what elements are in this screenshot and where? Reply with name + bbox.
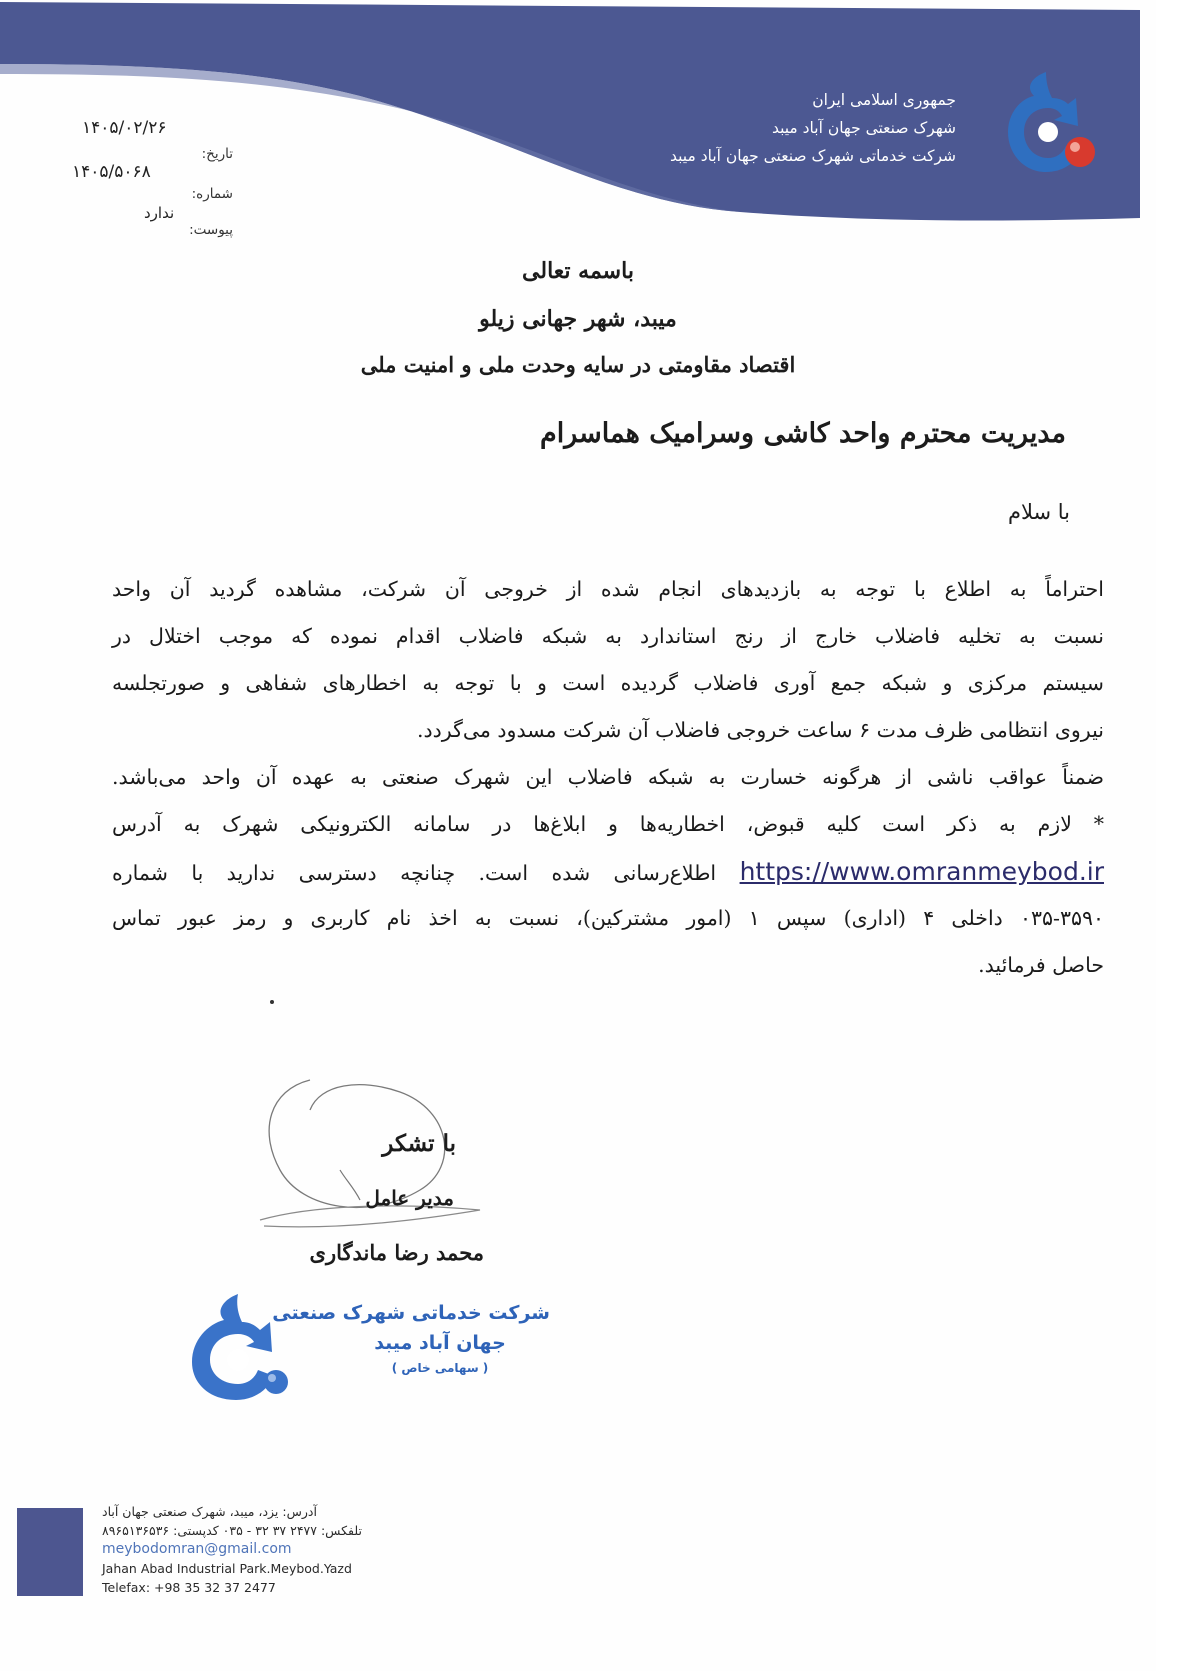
header-line-2: شهرک صنعتی جهان آباد میبد [771,119,956,137]
attachment-value: ندارد [144,204,175,222]
closing-text: با تشکر [382,1130,456,1157]
footer-address-en: Jahan Abad Industrial Park.Meybod.Yazd [102,1561,352,1576]
heading-line-1: باسمه تعالی [522,258,634,284]
footer-phones: تلفکس: ۲۴۷۷ ۳۷ ۳۲ - ۰۳۵ کدپستی: ۸۹۶۵۱۳۶۵۳۶ [102,1523,362,1538]
letter-meta [62,118,247,248]
date-label: تاریخ: [201,146,233,162]
stamp-line-3: ( سهامی خاص ) [391,1361,489,1375]
body-line-9: حاصل فرمائید. [978,953,1104,977]
header-line-1: جمهوری اسلامی ایران [812,91,956,109]
body-line-3: سیستم مرکزی و شبکه جمع آوری فاضلاب گردیده است و با توجه به اخطارهای شفاهی و صورتجلسه [112,671,1104,695]
body-line-5: ضمناً عواقب ناشی از هرگونه خسارت به شبکه فاضلاب این شهرک صنعتی به عهده آن واحد می‌باشد. [112,765,1104,789]
number-value: ۱۴۰۵/۵۰۶۸ [72,162,151,182]
letter-body [112,566,1104,989]
body-line-7-text: اطلاع‌رسانی شده است. چنانچه دسترسی ندارید با شماره [112,861,717,885]
stamp-line-2: جهان آباد میبد [374,1332,506,1354]
body-line-1: احتراماً به اطلاع با توجه به بازدیدهای انجام شده از خروجی آن شرکت، مشاهده گردید آن واحد [112,577,1104,601]
company-logo-icon [1000,68,1098,180]
footer-info [102,1502,362,1597]
body-line-2: نسبت به تخلیه فاضلاب خارج از رنج استاندارد به شبکه فاضلاب اقدام نموده که موجب اختلال در [112,624,1104,648]
body-line-7 [112,848,1104,895]
attachment-label: پیوست: [189,222,233,238]
portal-url-link[interactable]: https://www.omranmeybod.ir [739,857,1104,886]
heading-line-3: اقتصاد مقاومتی در سایه وحدت ملی و امنیت ملی [360,352,796,377]
body-line-8: ۰۳۵-۳۵۹۰ داخلی ۴ (اداری) سپس ۱ (امور مشترکین)، نسبت به اخذ نام کاربری و رمز عبور تماس [112,906,1104,930]
signer-name: محمد رضا ماندگاری [309,1240,484,1265]
company-stamp [272,1298,550,1378]
ink-dot [270,1000,274,1004]
recipient: مدیریت محترم واحد کاشی وسرامیک هماسرام [540,418,1066,449]
body-line-6: * لازم به ذکر است کلیه قبوض، اخطاریه‌ها و ابلاغ‌ها در سامانه الکترونیکی شهرک به آدرس [112,812,1104,836]
footer-address: آدرس: یزد، میبد، شهرک صنعتی جهان آباد [102,1504,317,1519]
stamp-line-1: شرکت خدماتی شهرک صنعتی [272,1302,550,1324]
greeting: با سلام [1007,500,1070,524]
header-text [670,86,956,170]
number-label: شماره: [191,186,233,202]
heading-line-2: میبد، شهر جهانی زیلو [479,306,677,332]
footer-square [17,1508,83,1596]
footer-telefax-en: Telefax: +98 35 32 37 2477 [102,1580,276,1595]
body-line-4: نیروی انتظامی ظرف مدت ۶ ساعت خروجی فاضلاب آن شرکت مسدود می‌گردد. [417,718,1104,742]
header-line-3: شرکت خدماتی شهرک صنعتی جهان آباد میبد [669,147,956,165]
signer-role: مدیر عامل [365,1186,454,1210]
date-value: ۱۴۰۵/۰۲/۲۶ [82,118,167,138]
footer-email[interactable]: meybodomran@gmail.com [102,1541,292,1557]
